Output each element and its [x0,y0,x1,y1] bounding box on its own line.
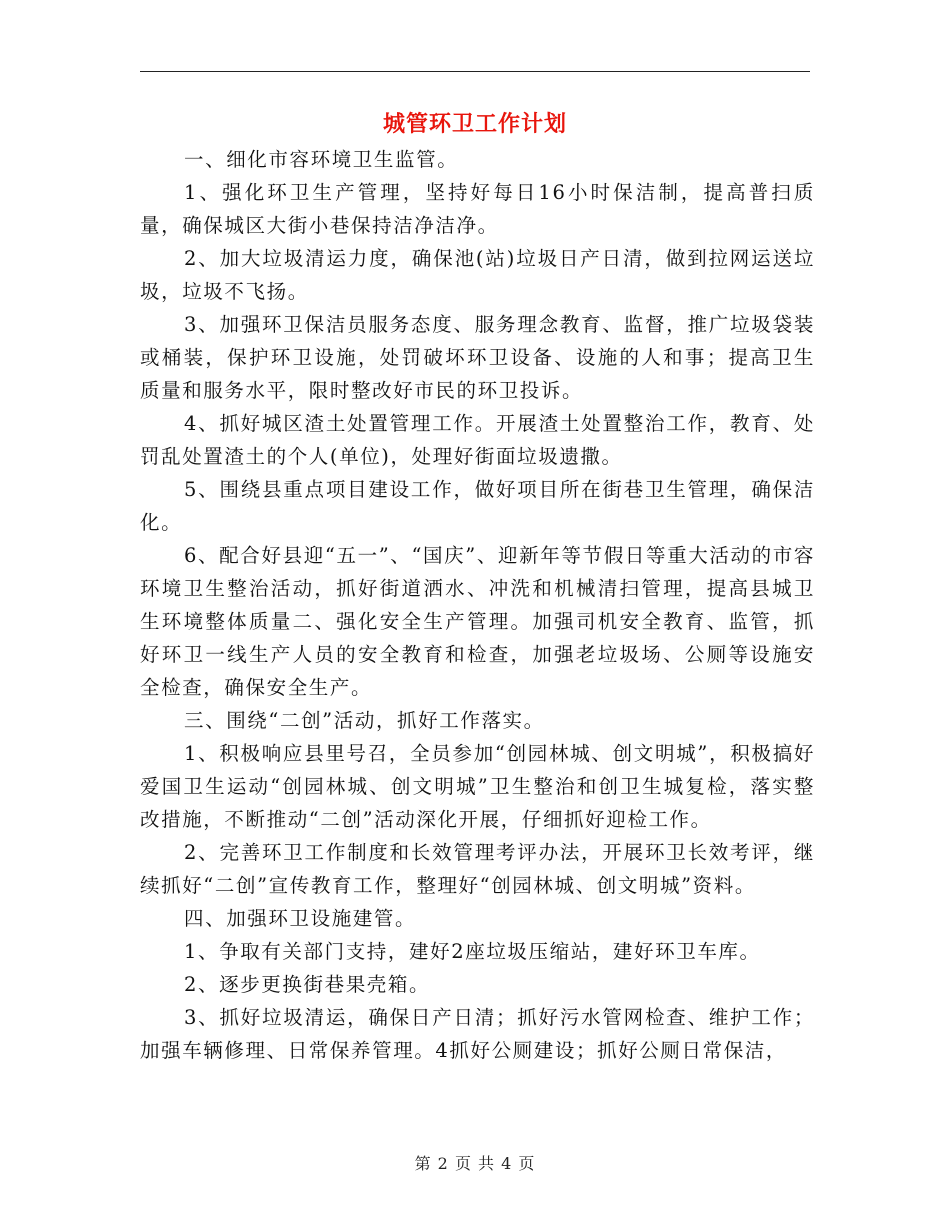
paragraph: 3、抓好垃圾清运，确保日产日清；抓好污水管网检查、维护工作；加强车辆修理、日常保养管理。4抓好公厕建设；抓好公厕日常保洁， [140,1006,815,1062]
paragraph: 6、配合好县迎“五一”、“国庆”、迎新年等节假日等重大活动的市容环境卫生整治活动，抓好街道洒水、冲洗和机械清扫管理，提高县城卫生环境整体质量二、强化安全生产管理。加强司机安全教育、监管，抓好环卫一线生产人员的安全教育和检查，加强老垃圾场、公厕等设施安全检查，确保安全生产。 [140,544,815,699]
section-heading-4: 四、加强环卫设施建管。 [184,907,417,930]
paragraph: 2、加大垃圾清运力度，确保池(站)垃圾日产日清，做到拉网运送垃圾，垃圾不飞扬。 [140,247,815,303]
paragraph: 1、争取有关部门支持，建好2座垃圾压缩站，建好环卫车库。 [184,940,761,963]
paragraph: 4、抓好城区渣土处置管理工作。开展渣土处置整治工作，教育、处罚乱处置渣土的个人(单位)，处理好街面垃圾遗撒。 [140,412,815,468]
section-heading-1: 一、细化市容环境卫生监管。 [184,148,459,171]
paragraph: 2、完善环卫工作制度和长效管理考评办法，开展环卫长效考评，继续抓好“二创”宣传教育工作，整理好“创园林城、创文明城”资料。 [140,841,815,897]
document-title: 城管环卫工作计划 [382,111,567,137]
paragraph: 1、强化环卫生产管理，坚持好每日16小时保洁制，提高普扫质量，确保城区大街小巷保持洁净洁净。 [140,181,815,237]
page-number: 第 2 页 共 4 页 [414,1154,536,1173]
section-heading-3: 三、围绕“二创”活动，抓好工作落实。 [184,709,545,732]
paragraph: 2、逐步更换街巷果壳箱。 [184,973,431,996]
paragraph: 1、积极响应县里号召，全员参加“创园林城、创文明城”，积极搞好爱国卫生运动“创园林城、创文明城”卫生整治和创卫生城复检，落实整改措施，不断推动“二创”活动深化开展，仔细抓好迎检工作。 [140,742,815,831]
paragraph: 5、围绕县重点项目建设工作，做好项目所在街巷卫生管理，确保洁化。 [140,478,815,534]
header-rule [140,71,810,72]
document-body [140,143,815,1067]
paragraph: 3、加强环卫保洁员服务态度、服务理念教育、监督，推广垃圾袋装或桶装，保护环卫设施，处罚破坏环卫设备、设施的人和事；提高卫生质量和服务水平，限时整改好市民的环卫投诉。 [140,313,815,402]
